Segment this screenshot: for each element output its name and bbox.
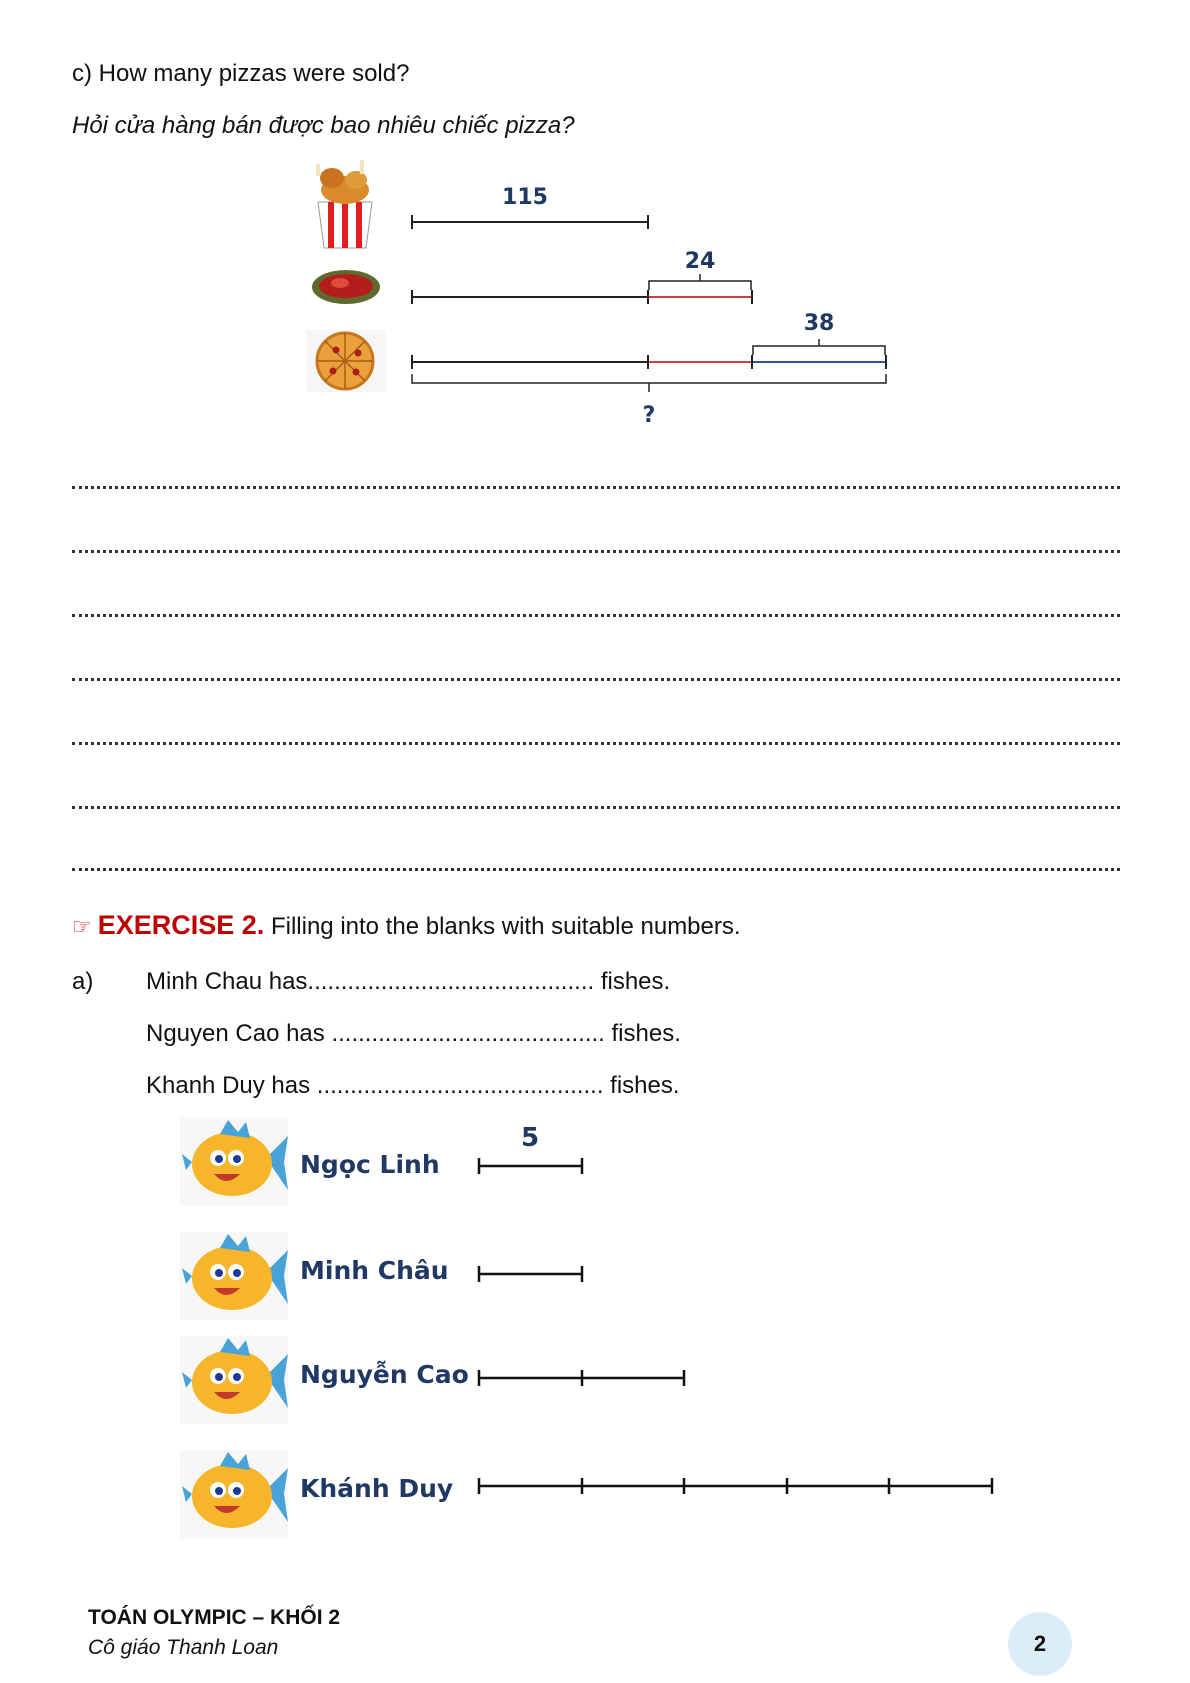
- fish-icon: [180, 1336, 288, 1424]
- fill-line-minh-chau[interactable]: Minh Chau has........................................... fishes.: [146, 968, 671, 995]
- bar-ngoc-linh: [479, 1158, 582, 1174]
- fish-icon: [180, 1232, 288, 1320]
- spaghetti-extra-label: 24: [684, 249, 716, 274]
- answer-line[interactable]: [72, 742, 1120, 745]
- ngoc-linh-value-label: 5: [520, 1123, 540, 1153]
- fish-name-minh-chau: Minh Châu: [300, 1256, 449, 1285]
- bar-khanh-duy: [479, 1478, 992, 1494]
- fish-name-khanh-duy: Khánh Duy: [300, 1474, 454, 1503]
- page-number-badge: 2: [1008, 1612, 1072, 1676]
- answer-line[interactable]: [72, 614, 1120, 617]
- exercise-description: Filling into the blanks with suitable numbers.: [270, 913, 741, 940]
- bar-nguyen-cao: [479, 1370, 684, 1386]
- bar-model-diagram: [0, 150, 1190, 440]
- answer-line[interactable]: [72, 868, 1120, 871]
- answer-line[interactable]: [72, 550, 1120, 553]
- fried-chicken-bucket-icon: [316, 160, 372, 248]
- fish-icon: [180, 1450, 288, 1538]
- chicken-value-label: 115: [502, 185, 548, 210]
- spaghetti-plate-icon: [312, 270, 380, 304]
- pizza-bar: [412, 339, 886, 392]
- answer-line[interactable]: [72, 806, 1120, 809]
- footer-title: TOÁN OLYMPIC – KHỐI 2: [88, 1606, 341, 1629]
- pizza-icon: [306, 330, 386, 392]
- fill-line-nguyen-cao[interactable]: Nguyen Cao has ......................................... fishes.: [146, 1020, 681, 1047]
- answer-line[interactable]: [72, 486, 1120, 489]
- exercise-label: EXERCISE 2.: [97, 910, 265, 940]
- spaghetti-bar: [412, 274, 752, 304]
- fish-name-ngoc-linh: Ngọc Linh: [300, 1150, 440, 1179]
- exercise-2-heading: [72, 910, 741, 941]
- fish-name-nguyen-cao: Nguyễn Cao: [300, 1360, 469, 1389]
- pizza-total-unknown: ?: [642, 403, 656, 428]
- fish-icon: [180, 1118, 288, 1206]
- question-c-english: c) How many pizzas were sold?: [72, 60, 410, 87]
- fill-line-khanh-duy[interactable]: Khanh Duy has ........................................... fishes.: [146, 1072, 680, 1099]
- chicken-bar: [412, 215, 648, 229]
- question-c-vietnamese: Hỏi cửa hàng bán được bao nhiêu chiếc pizza?: [72, 112, 575, 139]
- answer-line[interactable]: [72, 678, 1120, 681]
- fish-bar-model: [0, 1110, 1190, 1550]
- footer-author: Cô giáo Thanh Loan: [88, 1636, 279, 1659]
- bar-minh-chau: [479, 1266, 582, 1282]
- pizza-extra-label: 38: [803, 311, 835, 336]
- pointing-hand-icon: ☞: [72, 914, 92, 939]
- part-a-marker: a): [72, 968, 94, 995]
